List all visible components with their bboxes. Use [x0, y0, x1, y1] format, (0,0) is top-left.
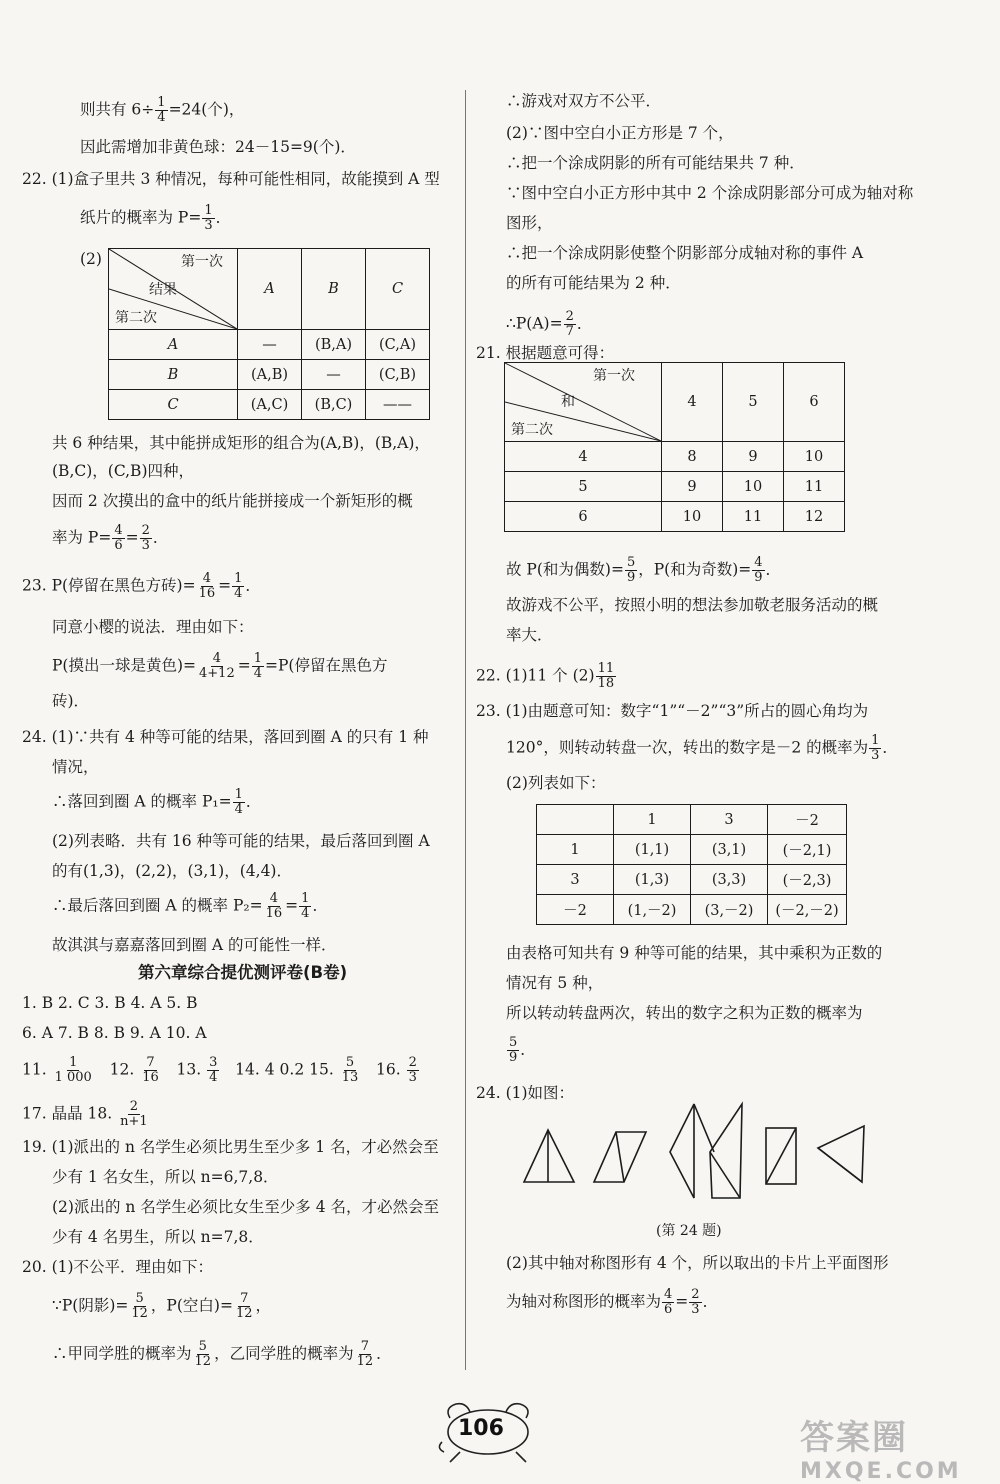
table-row — [537, 865, 847, 895]
fraction — [752, 556, 764, 585]
r3: ∴把一个涂成阴影的所有可能结果共 7 种． — [506, 154, 805, 172]
q22-b4 — [52, 524, 168, 553]
fraction — [662, 1288, 674, 1317]
r2: (2)∵图中空白小正方形是 7 个， — [506, 124, 734, 142]
numerator: 5 — [509, 1035, 518, 1050]
table-cell: (C,B) — [366, 360, 430, 390]
kite-right-shape — [710, 1104, 742, 1198]
numerator: 2 — [691, 1287, 700, 1302]
table-cell: (C,A) — [366, 330, 430, 360]
header-second: 第二次 — [115, 310, 157, 326]
text: ． — [245, 792, 262, 811]
numerator: 3 — [209, 1055, 218, 1070]
column-divider — [465, 90, 466, 1370]
numerator: 2 — [141, 523, 150, 538]
q24-c — [506, 1288, 718, 1317]
diagonal-header-cell — [505, 363, 662, 442]
numerator: 1 — [301, 891, 310, 906]
numerator: 7 — [360, 1339, 369, 1354]
row-header: B — [109, 360, 238, 390]
text: = — [285, 896, 299, 915]
fraction — [233, 788, 245, 817]
table-cell: (1,－2) — [614, 895, 691, 925]
text: ，P(空白)= — [150, 1296, 233, 1315]
table-row — [109, 390, 430, 420]
table-cell: (A,B) — [238, 360, 302, 390]
header-result: 结果 — [149, 282, 177, 298]
parallelogram-diagonal — [616, 1132, 624, 1182]
denominator: 3 — [204, 218, 213, 233]
denominator: 1 000 — [54, 1070, 92, 1085]
q23-d: 由表格可知共有 9 种等可能的结果，其中乘积为正数的 — [506, 944, 883, 962]
denominator: 4 — [234, 802, 243, 817]
text: 率为 P= — [52, 528, 112, 547]
text: = — [125, 528, 139, 547]
row-header: C — [109, 390, 238, 420]
fraction — [193, 1340, 214, 1369]
table-cell: (B,C) — [302, 390, 366, 420]
text: 纸片的概率为 P= — [80, 208, 202, 227]
fraction — [118, 1100, 150, 1129]
fraction — [869, 734, 881, 763]
table-cell: (3,1) — [691, 835, 768, 865]
q23-c — [52, 652, 387, 681]
table-row — [109, 330, 430, 360]
text: = — [675, 1292, 689, 1311]
numerator: 11 — [597, 661, 615, 676]
denominator: 13 — [341, 1070, 359, 1085]
denominator: 4 — [209, 1070, 218, 1085]
q24-f — [52, 892, 328, 921]
table-cell: — — [302, 360, 366, 390]
table-cell: (A,C) — [238, 390, 302, 420]
kite-line — [694, 1104, 714, 1152]
col-header: A — [238, 249, 302, 330]
q22-part2-label: (2) — [80, 250, 102, 268]
q21-a: 21. 根据题意可得： — [476, 344, 615, 362]
denominator: 4 — [301, 906, 310, 921]
row-header: 4 — [505, 442, 662, 472]
denominator: 6 — [664, 1302, 673, 1317]
text: 则共有 6÷ — [80, 100, 155, 119]
denominator: 3 — [408, 1070, 417, 1085]
col-header: C — [366, 249, 430, 330]
numerator: 2 — [565, 309, 574, 324]
numerator: 1 — [204, 203, 213, 218]
page-number: 106 — [458, 1416, 504, 1441]
numerator: 4 — [212, 651, 222, 666]
numerator: 5 — [198, 1339, 207, 1354]
table-row — [109, 249, 430, 330]
text: 16. — [376, 1060, 401, 1079]
fraction — [355, 1340, 376, 1369]
q20-c — [52, 1340, 392, 1369]
text: ∵P(阴影)= — [52, 1296, 129, 1315]
q19-a: 19. (1)派出的 n 名学生必须比男生至少多 1 名，才必然会至 — [22, 1138, 439, 1156]
header-sum: 和 — [561, 394, 575, 410]
text: 11. — [22, 1060, 47, 1079]
numerator: 2 — [408, 1055, 417, 1070]
triangle-pair-line — [818, 1148, 862, 1182]
text: = — [218, 576, 232, 595]
fraction — [299, 892, 311, 921]
table-cell: 10 — [723, 472, 784, 502]
r8 — [506, 310, 592, 339]
text: ， — [255, 1296, 271, 1315]
text: ∴P(A)= — [506, 314, 563, 333]
denominator: 16 — [142, 1070, 159, 1085]
text: ． — [882, 738, 898, 757]
text: ． — [765, 560, 782, 579]
table-cell: 10 — [662, 502, 723, 532]
q23-e: 情况有 5 种， — [506, 974, 604, 992]
numerator: 5 — [626, 555, 636, 570]
numerator: 4 — [664, 1287, 673, 1302]
table-cell: (1,1) — [614, 835, 691, 865]
numerator: 5 — [345, 1055, 355, 1070]
denominator: 4 — [157, 110, 166, 125]
table-cell: — — [238, 330, 302, 360]
text: 23. P(停留在黑色方砖)= — [22, 576, 196, 595]
q23-table — [536, 804, 847, 925]
q24-g: 故淇淇与嘉嘉落回到圈 A 的可能性一样． — [52, 936, 337, 954]
numerator: 1 — [69, 1055, 78, 1070]
table-cell: (－2,－2) — [768, 895, 847, 925]
q19-b: 少有 1 名女生，所以 n=6,7,8． — [52, 1168, 279, 1186]
numerator: 7 — [240, 1291, 249, 1306]
q24-c — [52, 788, 261, 817]
table-cell: (3,－2) — [691, 895, 768, 925]
text: ． — [312, 896, 328, 915]
numerator: 1 — [234, 787, 243, 802]
r6: ∴把一个涂成阴影使整个阴影部分成轴对称的事件 A — [506, 244, 864, 262]
denominator: 4+12 — [199, 666, 235, 681]
r5: 图形， — [506, 214, 553, 232]
fraction — [564, 310, 576, 339]
text: 22. (1)11 个 (2) — [476, 666, 595, 685]
r4: ∵图中空白小正方形中其中 2 个涂成阴影部分可成为轴对称 — [506, 184, 914, 202]
table-cell: 8 — [662, 442, 723, 472]
text: ． — [152, 528, 169, 547]
q19-c: (2)派出的 n 名学生必须比女生至少多 4 名，才必然会至 — [52, 1198, 440, 1216]
numerator: 4 — [754, 555, 763, 570]
line-total — [80, 96, 244, 125]
fraction — [140, 1056, 161, 1085]
kite-diagonal — [710, 1152, 740, 1198]
denominator: 6 — [114, 538, 123, 553]
text: =P(停留在黑色方 — [265, 656, 388, 675]
table-cell: 10 — [784, 442, 845, 472]
q23-c: (2)列表如下： — [506, 774, 606, 792]
isosceles-triangle-shape — [524, 1130, 574, 1182]
table-cell: 11 — [723, 502, 784, 532]
fraction — [689, 1288, 701, 1317]
text: 故 P(和为偶数)= — [506, 560, 624, 579]
col-header: 5 — [723, 363, 784, 442]
table-row — [537, 805, 847, 835]
answers-1-5: 1. B 2. C 3. B 4. A 5. B — [22, 994, 198, 1012]
q22-b1: 共 6 种结果，其中能拼成矩形的组合为(A,B)，(B,A)， — [52, 434, 430, 452]
fraction — [625, 556, 637, 585]
table-cell: (－2,3) — [768, 865, 847, 895]
denominator: 9 — [754, 570, 763, 585]
fraction — [207, 1056, 219, 1085]
header-second: 第二次 — [511, 422, 553, 438]
row-header: 6 — [505, 502, 662, 532]
q23-d: 砖)． — [52, 692, 90, 710]
denominator: n+1 — [120, 1114, 148, 1129]
text: P(摸出一球是黄色)= — [52, 656, 197, 675]
row-header: 1 — [537, 835, 614, 865]
fraction — [232, 572, 244, 601]
col-header: 3 — [691, 805, 768, 835]
q24-a: 24. (1)如图： — [476, 1084, 575, 1102]
table-cell: 12 — [784, 502, 845, 532]
q23-a — [22, 572, 261, 601]
denominator: 3 — [141, 538, 150, 553]
fraction — [129, 1292, 150, 1321]
q24-figure — [518, 1100, 878, 1200]
denominator: 4 — [253, 666, 263, 681]
page-number-badge — [436, 1398, 564, 1468]
fraction — [340, 1056, 361, 1085]
denominator: 4 — [234, 586, 243, 601]
fraction — [407, 1056, 419, 1085]
q22-b3: 因而 2 次摸出的盒中的纸片能拼接成一个新矩形的概 — [52, 492, 413, 510]
text: 12. — [109, 1060, 135, 1079]
col-header: 4 — [662, 363, 723, 442]
table-row — [505, 442, 845, 472]
q21-b — [506, 556, 781, 585]
q19-d: 少有 4 名男生，所以 n=7,8． — [52, 1228, 264, 1246]
q21-table — [504, 362, 845, 532]
text: ． — [376, 1344, 392, 1363]
text: ∴甲同学胜的概率为 — [52, 1344, 192, 1363]
q23-b — [506, 734, 898, 763]
text: ． — [245, 576, 261, 595]
q21-d: 率大． — [506, 626, 553, 644]
row-header: 3 — [537, 865, 614, 895]
r1: ∴游戏对双方不公平． — [506, 92, 662, 110]
denominator: 9 — [626, 570, 636, 585]
q20-b — [52, 1292, 271, 1321]
fraction — [507, 1036, 519, 1065]
q24-d: (2)列表略．共有 16 种等可能的结果，最后落回到圈 A — [52, 832, 430, 850]
denominator: 12 — [235, 1306, 253, 1321]
denominator: 3 — [871, 748, 880, 763]
q23-f: 所以转动转盘两次，转出的数字之积为正数的概率为 — [506, 1004, 863, 1022]
fraction — [197, 652, 237, 681]
corner-cell — [537, 805, 614, 835]
q21-c: 故游戏不公平，按照小明的想法参加敬老服务活动的概 — [506, 596, 879, 614]
denominator: 16 — [198, 586, 216, 601]
table-cell: (3,3) — [691, 865, 768, 895]
numerator: 1 — [234, 571, 243, 586]
text: 13. — [176, 1060, 202, 1079]
text: ，P(和为奇数)= — [638, 560, 752, 579]
fraction — [140, 524, 152, 553]
header-first: 第一次 — [593, 368, 635, 384]
r7: 的所有可能结果为 2 种． — [506, 274, 681, 292]
kite-left-shape — [670, 1104, 694, 1198]
answers-17-18 — [22, 1100, 151, 1129]
q24-b: (2)其中轴对称图形有 4 个，所以取出的卡片上平面图形 — [506, 1254, 889, 1272]
table-row — [537, 895, 847, 925]
row-header: A — [109, 330, 238, 360]
q22-line-2 — [80, 204, 231, 233]
fraction — [234, 1292, 255, 1321]
text: 120°，则转动转盘一次，转出的数字是－2 的概率为 — [506, 738, 869, 757]
chapter-title: 第六章综合提优测评卷(B卷) — [138, 963, 348, 982]
text: ∴最后落回到圈 A 的概率 P₂= — [52, 896, 263, 915]
table-cell: 9 — [662, 472, 723, 502]
numerator: 7 — [146, 1055, 155, 1070]
numerator: 4 — [202, 571, 211, 586]
table-cell: 11 — [784, 472, 845, 502]
watermark-line1: 答案圈 — [800, 1418, 908, 1458]
diag-wrap — [109, 249, 237, 329]
table-row — [505, 502, 845, 532]
denominator: 16 — [265, 906, 283, 921]
denominator: 9 — [509, 1050, 518, 1065]
fraction — [202, 204, 214, 233]
numerator: 1 — [157, 95, 166, 110]
table-cell: (B,A) — [302, 330, 366, 360]
table-row — [537, 835, 847, 865]
header-first: 第一次 — [181, 254, 223, 270]
numerator: 4 — [269, 891, 279, 906]
fraction — [112, 524, 124, 553]
answers-6-10: 6. A 7. B 8. B 9. A 10. A — [22, 1024, 207, 1042]
q24-b: 情况， — [52, 758, 99, 776]
q22-b2: (B,C)，(C,B)四种， — [52, 462, 194, 480]
text: ． — [576, 314, 593, 333]
col-header: 6 — [784, 363, 845, 442]
row-header: 5 — [505, 472, 662, 502]
fraction — [252, 652, 264, 681]
text: ． — [702, 1292, 719, 1311]
col-header: 1 — [614, 805, 691, 835]
denominator: 3 — [691, 1302, 700, 1317]
table-cell: (－2,1) — [768, 835, 847, 865]
watermark-logo — [800, 1410, 962, 1484]
col-header: －2 — [768, 805, 847, 835]
q22-table — [108, 248, 430, 420]
table-row — [505, 472, 845, 502]
q22-line-1: 22. (1)盒子里共 3 种情况，每种可能性相同，故能摸到 A 型 — [22, 170, 440, 188]
col-header: B — [302, 249, 366, 330]
table-cell: (1,3) — [614, 865, 691, 895]
fraction — [53, 1056, 94, 1085]
q23-b: 同意小樱的说法．理由如下： — [52, 618, 254, 636]
fraction — [264, 892, 285, 921]
q23-a: 23. (1)由题意可知：数字“1”“－2”“3”所占的圆心角均为 — [476, 702, 869, 720]
text: =24(个)， — [168, 100, 245, 119]
table-cell: 9 — [723, 442, 784, 472]
text: ． — [215, 208, 232, 227]
numerator: 4 — [114, 523, 123, 538]
text: 为轴对称图形的概率为 — [506, 1292, 662, 1311]
numerator: 5 — [135, 1291, 144, 1306]
diag-wrap — [505, 363, 661, 441]
q22-answer — [476, 662, 617, 691]
answers-11-16 — [22, 1056, 420, 1085]
rectangle-diagonal — [766, 1128, 796, 1184]
text: ，乙同学胜的概率为 — [214, 1344, 354, 1363]
numerator: 2 — [129, 1099, 138, 1114]
table-cell: —— — [366, 390, 430, 420]
text: 14. 4 0.2 15. — [235, 1060, 334, 1079]
text: 17. 晶晶 18. — [22, 1104, 113, 1123]
watermark-line2: MXQE.COM — [800, 1459, 962, 1484]
q23-g — [506, 1036, 536, 1065]
line-add-balls: 因此需增加非黄色球：24－15=9(个)． — [80, 138, 356, 156]
denominator: 12 — [194, 1354, 212, 1369]
row-header: －2 — [537, 895, 614, 925]
denominator: 7 — [565, 324, 574, 339]
table-row — [109, 360, 430, 390]
denominator: 12 — [356, 1354, 374, 1369]
q24-e: 的有(1,3)，(2,2)，(3,1)，(4,4)． — [52, 862, 292, 880]
fraction — [596, 662, 617, 691]
text: = — [237, 656, 251, 675]
table-row — [505, 363, 845, 442]
figure-caption: (第 24 题) — [656, 1223, 722, 1239]
fraction — [197, 572, 218, 601]
text: ． — [520, 1040, 536, 1059]
numerator: 1 — [253, 651, 263, 666]
q20-a: 20. (1)不公平．理由如下： — [22, 1258, 214, 1276]
numerator: 1 — [871, 733, 880, 748]
q24-a: 24. (1)∵共有 4 种等可能的结果，落回到圈 A 的只有 1 种 — [22, 728, 429, 746]
text: ∴落回到圈 A 的概率 P₁= — [52, 792, 232, 811]
fraction — [155, 96, 167, 125]
denominator: 18 — [597, 676, 615, 691]
denominator: 12 — [131, 1306, 148, 1321]
diagonal-header-cell — [109, 249, 238, 330]
